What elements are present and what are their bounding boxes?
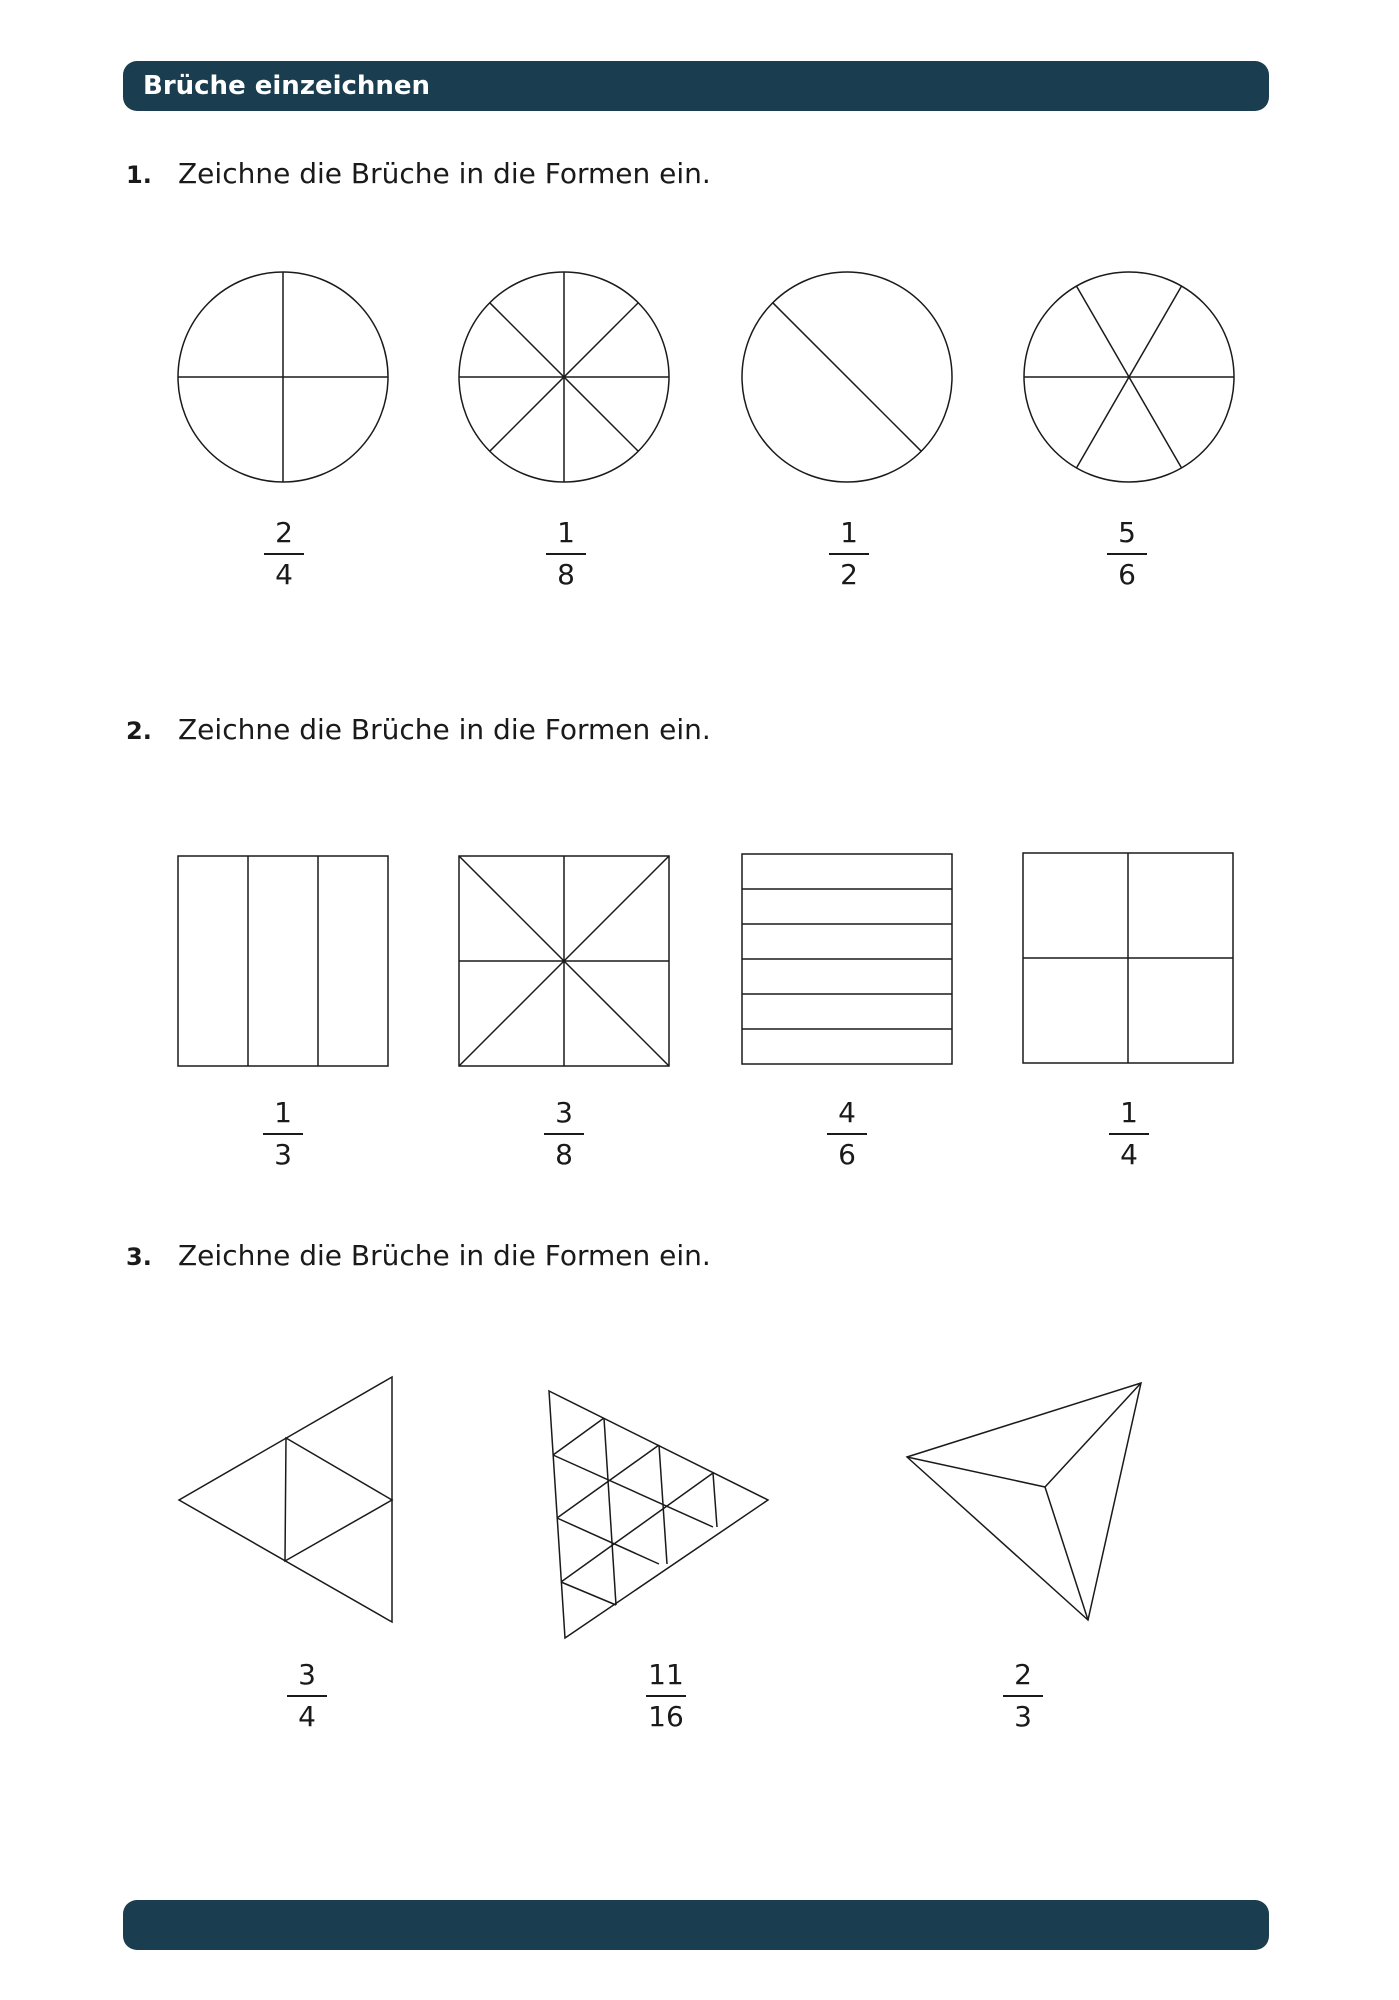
denominator: 2 [840,558,858,591]
fraction [277,1658,337,1734]
header-banner [123,61,1269,111]
denominator: 3 [274,1138,292,1171]
triangle-sixteenths [540,1380,780,1640]
denominator: 4 [298,1700,316,1733]
fraction [1097,516,1157,592]
square-sixths [741,853,953,1065]
denominator: 6 [838,1138,856,1171]
numerator: 1 [840,516,858,549]
task-number: 2. [126,717,152,745]
numerator: 1 [1120,1096,1138,1129]
numerator: 4 [838,1096,856,1129]
triangle-quarters [170,1370,400,1630]
task-number: 3. [126,1243,152,1271]
task-number: 1. [126,161,152,189]
square-eighths [458,855,670,1067]
task-1-instruction [126,157,711,192]
denominator: 16 [648,1700,684,1733]
fraction [253,1096,313,1172]
task-2-instruction [126,713,711,748]
numerator: 2 [1014,1658,1032,1691]
numerator: 5 [1118,516,1136,549]
square-quarters [1022,852,1234,1064]
numerator: 3 [555,1096,573,1129]
footer-banner [123,1900,1269,1950]
numerator: 1 [557,516,575,549]
denominator: 8 [555,1138,573,1171]
circle-eighths [457,270,671,484]
fraction [254,516,314,592]
task-text: Zeichne die Brüche in die Formen ein. [178,713,711,746]
numerator: 11 [648,1658,684,1691]
fraction [536,516,596,592]
fraction [993,1658,1053,1734]
numerator: 1 [274,1096,292,1129]
fraction [534,1096,594,1172]
circle-halves [740,270,954,484]
denominator: 3 [1014,1700,1032,1733]
circle-quarters [176,270,390,484]
task-3-instruction [126,1239,711,1274]
circle-sixths [1022,270,1236,484]
denominator: 8 [557,558,575,591]
triangle-thirds [900,1375,1150,1625]
square-thirds [177,855,389,1067]
denominator: 4 [275,558,293,591]
denominator: 6 [1118,558,1136,591]
fraction [1099,1096,1159,1172]
fraction [817,1096,877,1172]
fraction [636,1658,696,1734]
fraction [819,516,879,592]
numerator: 3 [298,1658,316,1691]
numerator: 2 [275,516,293,549]
page-title: Brüche einzeichnen [143,71,431,101]
task-text: Zeichne die Brüche in die Formen ein. [178,1239,711,1272]
denominator: 4 [1120,1138,1138,1171]
task-text: Zeichne die Brüche in die Formen ein. [178,157,711,190]
